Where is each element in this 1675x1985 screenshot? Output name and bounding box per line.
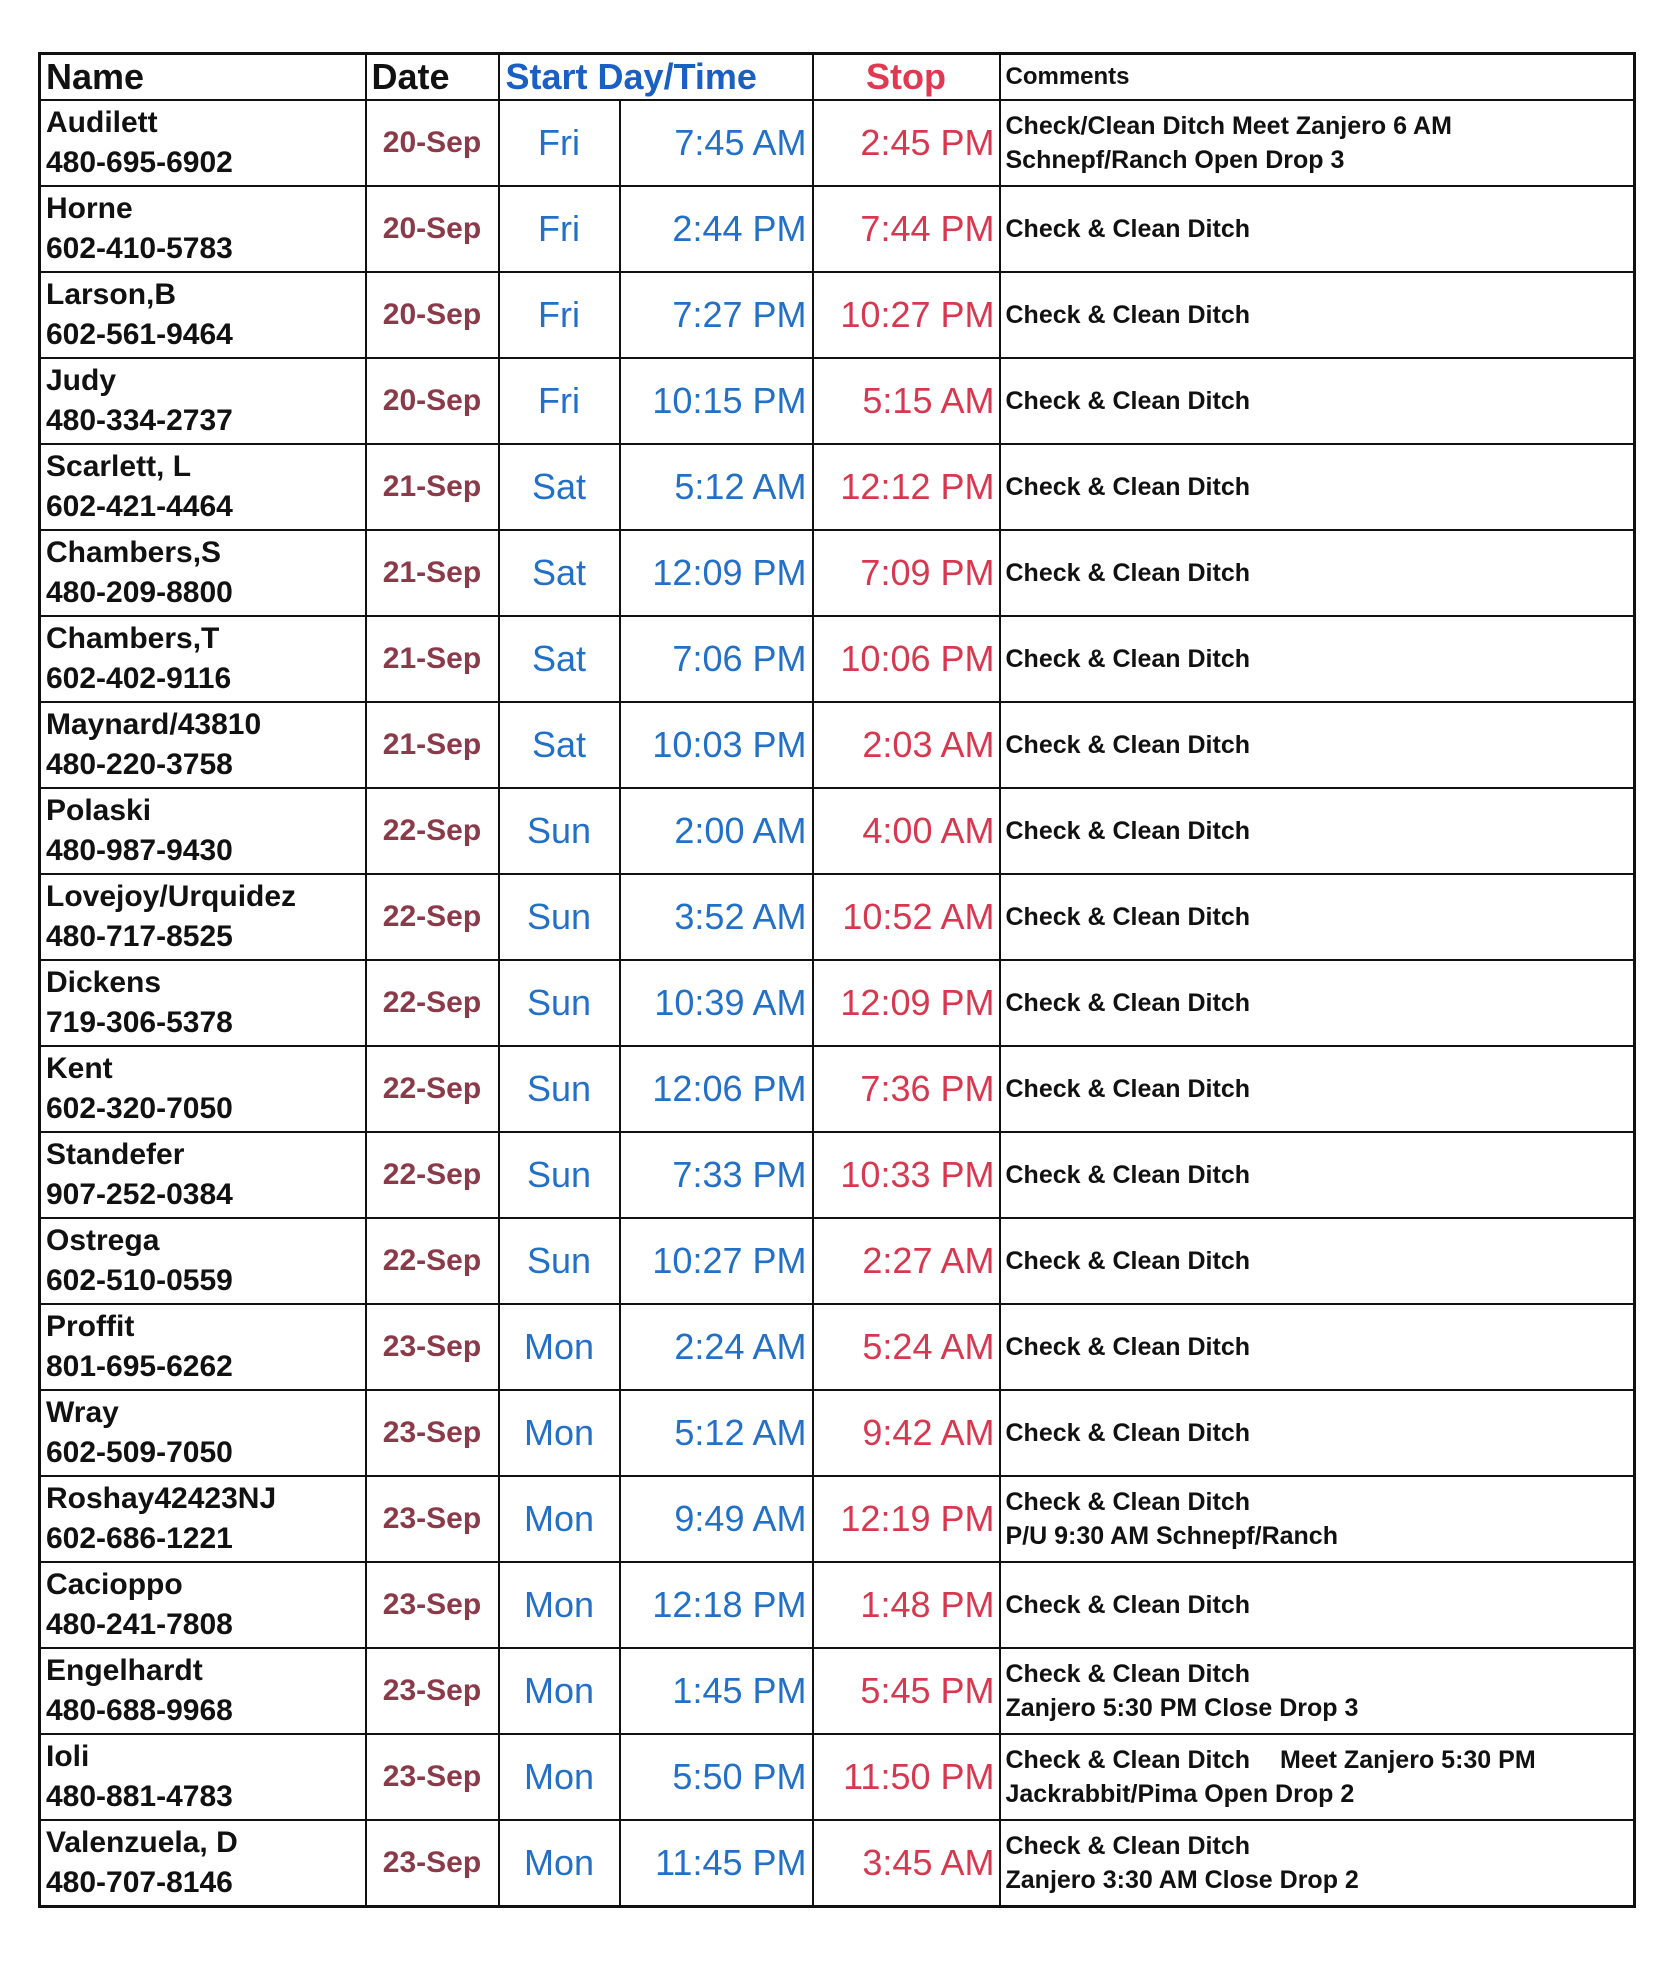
stop-time-cell: 4:00 AM xyxy=(813,788,1000,874)
person-name: Dickens xyxy=(46,966,162,999)
table-row xyxy=(40,186,1635,272)
person-name: Audilett xyxy=(46,106,158,139)
comment-cell xyxy=(1000,616,1635,702)
date-cell: 22-Sep xyxy=(366,960,499,1046)
phone-number: 480-688-9968 xyxy=(46,1694,233,1727)
table-row xyxy=(40,874,1635,960)
comment-text: Check & Clean Ditch xyxy=(1005,301,1251,329)
person-name: Chambers,T xyxy=(46,622,220,655)
start-day-cell: Sun xyxy=(499,960,620,1046)
table-row xyxy=(40,358,1635,444)
comment-text: Check & Clean Ditch xyxy=(1005,1247,1251,1275)
comment-cell xyxy=(1000,1734,1635,1820)
comment-line-1 xyxy=(1006,1416,1634,1450)
date-cell: 23-Sep xyxy=(366,1390,499,1476)
comment-text: Check & Clean Ditch xyxy=(1005,731,1251,759)
start-time-cell: 12:06 PM xyxy=(620,1046,813,1132)
start-time-cell: 2:00 AM xyxy=(620,788,813,874)
person-name: Polaski xyxy=(46,794,152,827)
person-name: Judy xyxy=(46,364,117,397)
date-cell: 23-Sep xyxy=(366,1304,499,1390)
name-cell xyxy=(40,702,366,788)
start-time-cell: 9:49 AM xyxy=(620,1476,813,1562)
date-cell: 20-Sep xyxy=(366,100,499,186)
table-row xyxy=(40,1046,1635,1132)
table-row xyxy=(40,616,1635,702)
date-cell: 22-Sep xyxy=(366,1046,499,1132)
start-day-cell: Mon xyxy=(499,1734,620,1820)
name-cell xyxy=(40,358,366,444)
comment-cell xyxy=(1000,1390,1635,1476)
table-row xyxy=(40,530,1635,616)
comment-line-1 xyxy=(1006,1158,1634,1192)
person-name: Ostrega xyxy=(46,1224,160,1257)
stop-time-cell: 10:52 AM xyxy=(813,874,1000,960)
start-time-cell: 11:45 PM xyxy=(620,1820,813,1907)
comment-line-2: Zanjero 5:30 PM Close Drop 3 xyxy=(1005,1694,1359,1722)
phone-number: 480-695-6902 xyxy=(46,146,233,179)
name-cell xyxy=(40,960,366,1046)
phone-number: 602-686-1221 xyxy=(46,1522,233,1555)
phone-number: 801-695-6262 xyxy=(46,1350,233,1383)
date-cell: 20-Sep xyxy=(366,272,499,358)
start-day-cell: Fri xyxy=(499,100,620,186)
start-time-cell: 2:24 AM xyxy=(620,1304,813,1390)
start-time-cell: 3:52 AM xyxy=(620,874,813,960)
comment-text: Check & Clean Ditch xyxy=(1005,1161,1251,1189)
start-time-cell: 12:09 PM xyxy=(620,530,813,616)
comment-line-1 xyxy=(1006,814,1634,848)
date-cell: 22-Sep xyxy=(366,1132,499,1218)
stop-time-cell: 10:27 PM xyxy=(813,272,1000,358)
comment-line-2: Schnepf/Ranch Open Drop 3 xyxy=(1005,146,1345,174)
comment-text: Check & Clean Ditch xyxy=(1005,559,1251,587)
stop-time-cell: 3:45 AM xyxy=(813,1820,1000,1907)
irrigation-schedule-table xyxy=(38,52,1636,1908)
name-cell xyxy=(40,788,366,874)
comment-cell xyxy=(1000,186,1635,272)
comment-text: Check & Clean Ditch xyxy=(1005,645,1251,673)
start-day-cell: Sun xyxy=(499,1218,620,1304)
stop-time-cell: 12:12 PM xyxy=(813,444,1000,530)
phone-number: 480-707-8146 xyxy=(46,1866,233,1899)
start-time-cell: 10:39 AM xyxy=(620,960,813,1046)
person-name: Horne xyxy=(46,192,133,225)
comment-cell xyxy=(1000,272,1635,358)
header-comments: Comments xyxy=(1000,54,1635,101)
stop-time-cell: 7:09 PM xyxy=(813,530,1000,616)
comment-line-1 xyxy=(1006,1244,1634,1278)
stop-time-cell: 1:48 PM xyxy=(813,1562,1000,1648)
start-time-cell: 12:18 PM xyxy=(620,1562,813,1648)
comment-text: Check/Clean Ditch Meet Zanjero 6 AM xyxy=(1005,112,1452,140)
table-row xyxy=(40,1304,1635,1390)
start-time-cell: 7:45 AM xyxy=(620,100,813,186)
comment-cell xyxy=(1000,444,1635,530)
person-name: Kent xyxy=(46,1052,113,1085)
person-name: Larson,B xyxy=(46,278,177,311)
person-name: Engelhardt xyxy=(46,1654,203,1687)
table-row xyxy=(40,1132,1635,1218)
phone-number: 602-402-9116 xyxy=(46,662,232,695)
comment-cell xyxy=(1000,1476,1635,1562)
comment-line-1 xyxy=(1006,986,1634,1020)
comment-line-1 xyxy=(1006,1330,1634,1364)
name-cell xyxy=(40,272,366,358)
start-time-cell: 2:44 PM xyxy=(620,186,813,272)
comment-cell xyxy=(1000,1132,1635,1218)
comment-cell xyxy=(1000,788,1635,874)
name-cell xyxy=(40,1218,366,1304)
name-cell xyxy=(40,1734,366,1820)
comment-cell xyxy=(1000,1820,1635,1907)
table-row xyxy=(40,1734,1635,1820)
comment-cell xyxy=(1000,874,1635,960)
person-name: Lovejoy/Urquidez xyxy=(46,880,297,913)
start-day-cell: Sat xyxy=(499,530,620,616)
date-cell: 21-Sep xyxy=(366,530,499,616)
start-day-cell: Sun xyxy=(499,874,620,960)
person-name: Cacioppo xyxy=(46,1568,183,1601)
comment-cell xyxy=(1000,1648,1635,1734)
name-cell xyxy=(40,616,366,702)
comment-line-1 xyxy=(1006,556,1634,590)
person-name: Roshay42423NJ xyxy=(46,1482,277,1515)
table-row xyxy=(40,1476,1635,1562)
start-day-cell: Mon xyxy=(499,1648,620,1734)
phone-number: 480-987-9430 xyxy=(46,834,233,867)
comment-text: Check & Clean Ditch xyxy=(1005,1591,1251,1619)
person-name: Ioli xyxy=(46,1740,90,1773)
person-name: Chambers,S xyxy=(46,536,222,569)
start-time-cell: 7:06 PM xyxy=(620,616,813,702)
comment-line-2: Jackrabbit/Pima Open Drop 2 xyxy=(1005,1780,1355,1808)
phone-number: 480-717-8525 xyxy=(46,920,233,953)
phone-number: 602-561-9464 xyxy=(46,318,233,351)
name-cell xyxy=(40,1304,366,1390)
date-cell: 23-Sep xyxy=(366,1820,499,1907)
comment-text-extra: Meet Zanjero 5:30 PM xyxy=(1280,1746,1536,1774)
date-cell: 21-Sep xyxy=(366,616,499,702)
start-day-cell: Fri xyxy=(499,272,620,358)
stop-time-cell: 10:06 PM xyxy=(813,616,1000,702)
stop-time-cell: 7:44 PM xyxy=(813,186,1000,272)
date-cell: 22-Sep xyxy=(366,874,499,960)
table-body xyxy=(40,100,1635,1907)
stop-time-cell: 5:45 PM xyxy=(813,1648,1000,1734)
stop-time-cell: 7:36 PM xyxy=(813,1046,1000,1132)
comment-text: Check & Clean Ditch xyxy=(1005,1746,1251,1774)
name-cell xyxy=(40,1820,366,1907)
name-cell xyxy=(40,186,366,272)
comment-cell xyxy=(1000,358,1635,444)
stop-time-cell: 5:24 AM xyxy=(813,1304,1000,1390)
comment-line-1 xyxy=(1006,642,1634,676)
stop-time-cell: 12:19 PM xyxy=(813,1476,1000,1562)
comment-text: Check & Clean Ditch xyxy=(1005,817,1251,845)
phone-number: 480-241-7808 xyxy=(46,1608,233,1641)
comment-line-1 xyxy=(1006,298,1634,332)
person-name: Scarlett, L xyxy=(46,450,192,483)
date-cell: 22-Sep xyxy=(366,788,499,874)
comment-cell xyxy=(1000,1562,1635,1648)
comment-line-1 xyxy=(1006,1588,1634,1622)
name-cell xyxy=(40,100,366,186)
comment-text: Check & Clean Ditch xyxy=(1005,473,1251,501)
comment-text: Check & Clean Ditch xyxy=(1005,1333,1251,1361)
comment-text: Check & Clean Ditch xyxy=(1005,1660,1251,1688)
name-cell xyxy=(40,1562,366,1648)
table-row xyxy=(40,1648,1635,1734)
start-day-cell: Sat xyxy=(499,616,620,702)
date-cell: 23-Sep xyxy=(366,1734,499,1820)
comment-text: Check & Clean Ditch xyxy=(1005,903,1251,931)
comment-line-2: P/U 9:30 AM Schnepf/Ranch xyxy=(1005,1522,1338,1550)
start-time-cell: 5:12 AM xyxy=(620,1390,813,1476)
comment-line-1 xyxy=(1006,900,1634,934)
comment-line-1 xyxy=(1006,212,1634,246)
comment-line-1 xyxy=(1006,728,1634,762)
comment-line-1 xyxy=(1006,1072,1634,1106)
name-cell xyxy=(40,1132,366,1218)
table-row xyxy=(40,1218,1635,1304)
table-row xyxy=(40,1562,1635,1648)
stop-time-cell: 2:03 AM xyxy=(813,702,1000,788)
start-time-cell: 5:12 AM xyxy=(620,444,813,530)
start-day-cell: Mon xyxy=(499,1476,620,1562)
stop-time-cell: 2:45 PM xyxy=(813,100,1000,186)
comment-cell xyxy=(1000,1046,1635,1132)
comment-text: Check & Clean Ditch xyxy=(1005,989,1251,1017)
phone-number: 602-320-7050 xyxy=(46,1092,233,1125)
date-cell: 20-Sep xyxy=(366,358,499,444)
person-name: Maynard/43810 xyxy=(46,708,262,741)
start-day-cell: Fri xyxy=(499,186,620,272)
comment-text: Check & Clean Ditch xyxy=(1005,387,1251,415)
table-row xyxy=(40,100,1635,186)
stop-time-cell: 2:27 AM xyxy=(813,1218,1000,1304)
name-cell xyxy=(40,1390,366,1476)
comment-text: Check & Clean Ditch xyxy=(1005,215,1251,243)
start-day-cell: Sun xyxy=(499,1046,620,1132)
person-name: Wray xyxy=(46,1396,119,1429)
comment-text: Check & Clean Ditch xyxy=(1005,1488,1251,1516)
comment-line-1 xyxy=(1006,109,1634,143)
phone-number: 719-306-5378 xyxy=(46,1006,233,1039)
date-cell: 22-Sep xyxy=(366,1218,499,1304)
table-row xyxy=(40,1820,1635,1907)
phone-number: 480-334-2737 xyxy=(46,404,233,437)
start-day-cell: Mon xyxy=(499,1304,620,1390)
comment-text: Check & Clean Ditch xyxy=(1005,1075,1251,1103)
phone-number: 480-209-8800 xyxy=(46,576,233,609)
comment-cell xyxy=(1000,1304,1635,1390)
start-time-cell: 5:50 PM xyxy=(620,1734,813,1820)
comment-line-1 xyxy=(1006,1657,1634,1691)
person-name: Standefer xyxy=(46,1138,185,1171)
date-cell: 20-Sep xyxy=(366,186,499,272)
stop-time-cell: 12:09 PM xyxy=(813,960,1000,1046)
start-time-cell: 10:03 PM xyxy=(620,702,813,788)
phone-number: 602-421-4464 xyxy=(46,490,233,523)
header-date: Date xyxy=(366,54,499,101)
start-day-cell: Sun xyxy=(499,788,620,874)
stop-time-cell: 9:42 AM xyxy=(813,1390,1000,1476)
date-cell: 21-Sep xyxy=(366,702,499,788)
start-time-cell: 10:15 PM xyxy=(620,358,813,444)
table-row xyxy=(40,960,1635,1046)
date-cell: 23-Sep xyxy=(366,1562,499,1648)
header-stop: Stop xyxy=(813,54,1000,101)
start-day-cell: Sun xyxy=(499,1132,620,1218)
comment-cell xyxy=(1000,100,1635,186)
start-day-cell: Mon xyxy=(499,1820,620,1907)
phone-number: 602-510-0559 xyxy=(46,1264,233,1297)
header-row xyxy=(40,54,1635,101)
phone-number: 602-509-7050 xyxy=(46,1436,233,1469)
phone-number: 602-410-5783 xyxy=(46,232,233,265)
comment-line-1 xyxy=(1006,1485,1634,1519)
name-cell xyxy=(40,1046,366,1132)
stop-time-cell: 11:50 PM xyxy=(813,1734,1000,1820)
start-time-cell: 7:27 PM xyxy=(620,272,813,358)
date-cell: 23-Sep xyxy=(366,1476,499,1562)
name-cell xyxy=(40,444,366,530)
person-name: Proffit xyxy=(46,1310,135,1343)
comment-line-1 xyxy=(1006,1829,1634,1863)
comment-cell xyxy=(1000,960,1635,1046)
comment-line-1 xyxy=(1006,384,1634,418)
table-row xyxy=(40,444,1635,530)
start-day-cell: Mon xyxy=(499,1562,620,1648)
date-cell: 21-Sep xyxy=(366,444,499,530)
phone-number: 907-252-0384 xyxy=(46,1178,233,1211)
comment-cell xyxy=(1000,1218,1635,1304)
comment-text: Check & Clean Ditch xyxy=(1005,1419,1251,1447)
start-time-cell: 7:33 PM xyxy=(620,1132,813,1218)
date-cell: 23-Sep xyxy=(366,1648,499,1734)
comment-text: Check & Clean Ditch xyxy=(1005,1832,1251,1860)
table-row xyxy=(40,788,1635,874)
phone-number: 480-881-4783 xyxy=(46,1780,233,1813)
stop-time-cell: 5:15 AM xyxy=(813,358,1000,444)
start-day-cell: Fri xyxy=(499,358,620,444)
start-time-cell: 1:45 PM xyxy=(620,1648,813,1734)
name-cell xyxy=(40,1648,366,1734)
header-name: Name xyxy=(40,54,366,101)
comment-line-1 xyxy=(1006,1743,1634,1777)
name-cell xyxy=(40,874,366,960)
comment-line-1 xyxy=(1006,470,1634,504)
table-header xyxy=(40,54,1635,101)
start-day-cell: Sat xyxy=(499,702,620,788)
header-start-day-time: Start Day/Time xyxy=(499,54,813,101)
table-row xyxy=(40,1390,1635,1476)
table-row xyxy=(40,702,1635,788)
start-time-cell: 10:27 PM xyxy=(620,1218,813,1304)
table-row xyxy=(40,272,1635,358)
comment-cell xyxy=(1000,702,1635,788)
phone-number: 480-220-3758 xyxy=(46,748,233,781)
person-name: Valenzuela, D xyxy=(46,1826,238,1859)
comment-line-2: Zanjero 3:30 AM Close Drop 2 xyxy=(1005,1866,1359,1894)
start-day-cell: Mon xyxy=(499,1390,620,1476)
name-cell xyxy=(40,530,366,616)
name-cell xyxy=(40,1476,366,1562)
stop-time-cell: 10:33 PM xyxy=(813,1132,1000,1218)
comment-cell xyxy=(1000,530,1635,616)
start-day-cell: Sat xyxy=(499,444,620,530)
